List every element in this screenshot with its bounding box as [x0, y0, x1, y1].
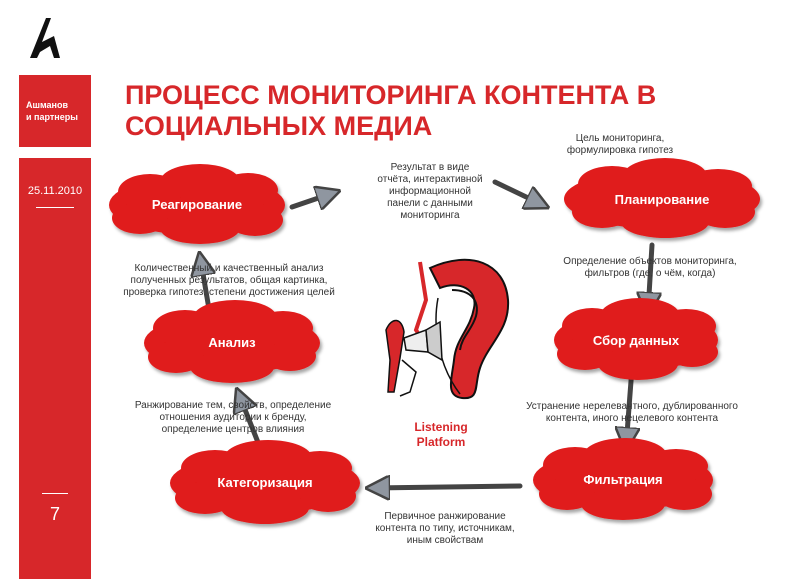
- arrow-filtering-to-categorization: [370, 486, 520, 488]
- note-cleanup: Устранение нерелевантного, дублированного контента, иного нецелевого контента: [526, 401, 738, 424]
- stage-analysis: Анализ: [208, 335, 256, 350]
- note-ranking-primary: Первичное ранжирование контента по типу, источникам, иным свойствам: [375, 511, 515, 546]
- note-objects: Определение объектов мониторинга, фильтров (где, о чём, когда): [563, 256, 737, 279]
- stage-categorization: Категоризация: [217, 475, 313, 490]
- listening-platform-label: Listening Platform: [414, 420, 468, 449]
- page-number: 7: [49, 504, 60, 524]
- note-ranking: Ранжирование тем, свойств, определение отношения аудитории к бренду, определение центров влияния: [134, 400, 332, 435]
- slide-date: 25.11.2010: [27, 185, 83, 197]
- brand-name: Ашманов и партнеры: [26, 100, 78, 122]
- page-title: ПРОЦЕСС МОНИТОРИНГА КОНТЕНТА В СОЦИАЛЬНЫХ МЕДИА: [125, 80, 657, 141]
- stage-filtering: Фильтрация: [583, 472, 663, 487]
- note-result: Результат в виде отчёта, интерактивной информационной панели с данными мониторинга: [377, 162, 483, 221]
- stage-planning: Планирование: [614, 192, 710, 207]
- ear-and-speaker-icon: [386, 260, 508, 398]
- note-goal: Цель мониторинга, формулировка гипотез: [566, 133, 674, 156]
- stage-collection: Сбор данных: [592, 333, 680, 348]
- note-analysis: Количественный и качественный анализ полученных результатов, общая картинка, проверка гипотез, степени достижения целей: [123, 263, 335, 298]
- arrow-reaction-to-result: [292, 192, 336, 207]
- stage-reaction: Реагирование: [151, 197, 243, 212]
